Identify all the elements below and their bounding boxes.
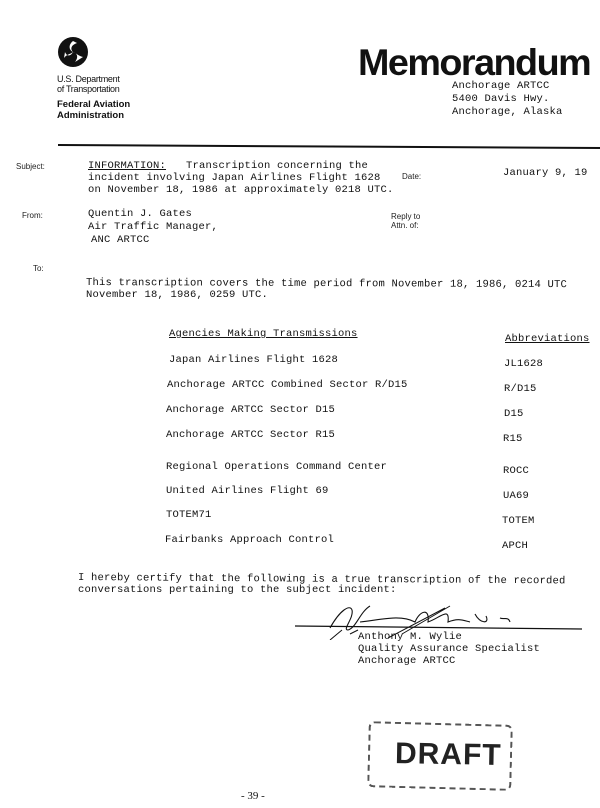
subject-label: Subject: — [16, 162, 45, 171]
from-label: From: — [22, 211, 43, 220]
subject-information: INFORMATION: — [88, 160, 167, 172]
date-value: January 9, 19 — [503, 167, 588, 179]
dot-logo-icon — [57, 36, 89, 68]
reply-to-label: Reply to — [391, 212, 421, 221]
agency-line2: Administration — [57, 110, 125, 121]
from-line2: Air Traffic Manager, — [88, 221, 219, 233]
draft-stamp: DRAFT — [394, 737, 502, 772]
address-line1: Anchorage ARTCC — [452, 80, 550, 92]
page-number: - 39 - — [241, 790, 265, 802]
abbrev-row-4: R15 — [503, 433, 523, 445]
subject-line2: incident involving Japan Airlines Flight 1628 — [88, 172, 381, 184]
abbrev-row-2: R/D15 — [504, 383, 537, 395]
coverage-line1: This transcription covers the time period from November 18, 1986, 0214 UTC — [85, 277, 568, 292]
to-label: To: — [33, 264, 44, 273]
abbrev-row-6: UA69 — [503, 490, 530, 502]
agency-row-2: Anchorage ARTCC Combined Sector R/D15 — [167, 379, 408, 391]
attn-of-label: Attn. of: — [391, 221, 419, 230]
abbrev-row-3: D15 — [504, 408, 524, 420]
signer-office: Anchorage ARTCC — [358, 655, 456, 667]
department-line1: U.S. Department — [57, 74, 120, 84]
agency-row-8: Fairbanks Approach Control — [165, 534, 335, 546]
signer-name: Anthony M. Wylie — [358, 631, 463, 643]
certify-line2: conversations pertaining to the subject incident: — [78, 584, 397, 596]
header-agencies: Agencies Making Transmissions — [169, 328, 358, 340]
header-abbreviations: Abbreviations — [505, 333, 590, 345]
agency-line1: Federal Aviation — [57, 99, 131, 110]
header-rule — [58, 144, 600, 149]
agency-row-7: TOTEM71 — [166, 509, 212, 521]
signer-title: Quality Assurance Specialist — [358, 643, 541, 655]
agency-row-3: Anchorage ARTCC Sector D15 — [166, 404, 336, 416]
coverage-line2: November 18, 1986, 0259 UTC. — [86, 289, 269, 301]
address-line2: 5400 Davis Hwy. — [452, 93, 550, 105]
memorandum-title: Memorandum — [358, 42, 591, 83]
abbrev-row-5: ROCC — [503, 465, 530, 477]
agency-row-6: United Airlines Flight 69 — [166, 485, 329, 497]
department-line2: of Transportation — [57, 84, 120, 94]
abbrev-row-1: JL1628 — [504, 358, 544, 370]
from-line1: Quentin J. Gates — [88, 208, 193, 220]
agency-row-5: Regional Operations Command Center — [166, 461, 388, 473]
abbrev-row-8: APCH — [502, 540, 529, 552]
abbrev-row-7: TOTEM — [502, 515, 535, 527]
from-line3: ANC ARTCC — [91, 234, 150, 246]
agency-row-4: Anchorage ARTCC Sector R15 — [166, 429, 336, 441]
agency-row-1: Japan Airlines Flight 1628 — [169, 354, 339, 366]
date-label: Date: — [402, 172, 422, 181]
address-line3: Anchorage, Alaska — [452, 106, 563, 118]
subject-line3: on November 18, 1986 at approximately 0218 UTC. — [88, 184, 394, 196]
certify-line1: I hereby certify that the following is a true transcription of the recorded — [77, 572, 566, 588]
subject-line1: Transcription concerning the — [186, 160, 369, 172]
